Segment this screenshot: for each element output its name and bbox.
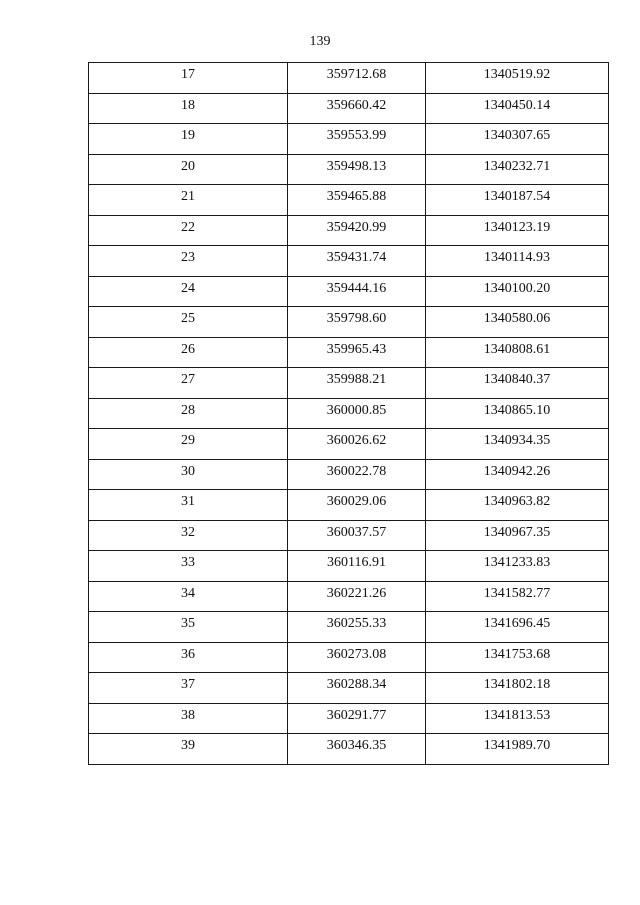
y-coordinate-cell: 1340808.61 — [426, 337, 609, 368]
point-number-cell: 18 — [89, 93, 288, 124]
x-coordinate-cell: 360037.57 — [288, 520, 426, 551]
table-row — [89, 581, 609, 612]
point-number-cell: 24 — [89, 276, 288, 307]
x-coordinate-cell: 359431.74 — [288, 246, 426, 277]
point-number-cell: 19 — [89, 124, 288, 155]
coordinates-table — [88, 62, 609, 765]
x-coordinate-cell: 360291.77 — [288, 703, 426, 734]
y-coordinate-cell: 1341582.77 — [426, 581, 609, 612]
point-number-cell: 22 — [89, 215, 288, 246]
x-coordinate-cell: 359444.16 — [288, 276, 426, 307]
point-number-cell: 34 — [89, 581, 288, 612]
table-row — [89, 703, 609, 734]
y-coordinate-cell: 1340963.82 — [426, 490, 609, 521]
y-coordinate-cell: 1340519.92 — [426, 63, 609, 94]
x-coordinate-cell: 359660.42 — [288, 93, 426, 124]
x-coordinate-cell: 360255.33 — [288, 612, 426, 643]
y-coordinate-cell: 1340114.93 — [426, 246, 609, 277]
point-number-cell: 25 — [89, 307, 288, 338]
x-coordinate-cell: 359988.21 — [288, 368, 426, 399]
y-coordinate-cell: 1341802.18 — [426, 673, 609, 704]
y-coordinate-cell: 1341753.68 — [426, 642, 609, 673]
table-row — [89, 368, 609, 399]
table-row — [89, 276, 609, 307]
point-number-cell: 17 — [89, 63, 288, 94]
point-number-cell: 28 — [89, 398, 288, 429]
x-coordinate-cell: 360116.91 — [288, 551, 426, 582]
table-row — [89, 673, 609, 704]
table-row — [89, 429, 609, 460]
point-number-cell: 32 — [89, 520, 288, 551]
x-coordinate-cell: 360000.85 — [288, 398, 426, 429]
y-coordinate-cell: 1341813.53 — [426, 703, 609, 734]
point-number-cell: 30 — [89, 459, 288, 490]
x-coordinate-cell: 360029.06 — [288, 490, 426, 521]
point-number-cell: 38 — [89, 703, 288, 734]
y-coordinate-cell: 1340123.19 — [426, 215, 609, 246]
x-coordinate-cell: 359465.88 — [288, 185, 426, 216]
y-coordinate-cell: 1340934.35 — [426, 429, 609, 460]
table-row — [89, 63, 609, 94]
y-coordinate-cell: 1340100.20 — [426, 276, 609, 307]
point-number-cell: 27 — [89, 368, 288, 399]
table-row — [89, 154, 609, 185]
point-number-cell: 21 — [89, 185, 288, 216]
table-row — [89, 551, 609, 582]
x-coordinate-cell: 359553.99 — [288, 124, 426, 155]
y-coordinate-cell: 1340840.37 — [426, 368, 609, 399]
table-row — [89, 734, 609, 765]
table-row — [89, 337, 609, 368]
point-number-cell: 33 — [89, 551, 288, 582]
table-row — [89, 307, 609, 338]
table-row — [89, 520, 609, 551]
table-row — [89, 490, 609, 521]
y-coordinate-cell: 1340187.54 — [426, 185, 609, 216]
page-number: 139 — [309, 34, 331, 49]
point-number-cell: 35 — [89, 612, 288, 643]
table-row — [89, 215, 609, 246]
x-coordinate-cell: 360273.08 — [288, 642, 426, 673]
point-number-cell: 29 — [89, 429, 288, 460]
y-coordinate-cell: 1341233.83 — [426, 551, 609, 582]
y-coordinate-cell: 1340580.06 — [426, 307, 609, 338]
x-coordinate-cell: 360346.35 — [288, 734, 426, 765]
point-number-cell: 39 — [89, 734, 288, 765]
y-coordinate-cell: 1340307.65 — [426, 124, 609, 155]
y-coordinate-cell: 1341989.70 — [426, 734, 609, 765]
table-row — [89, 612, 609, 643]
y-coordinate-cell: 1340450.14 — [426, 93, 609, 124]
table-row — [89, 246, 609, 277]
point-number-cell: 20 — [89, 154, 288, 185]
table-row — [89, 459, 609, 490]
y-coordinate-cell: 1341696.45 — [426, 612, 609, 643]
point-number-cell: 31 — [89, 490, 288, 521]
x-coordinate-cell: 360221.26 — [288, 581, 426, 612]
coordinates-table-body — [89, 63, 609, 765]
x-coordinate-cell: 360026.62 — [288, 429, 426, 460]
table-row — [89, 398, 609, 429]
point-number-cell: 37 — [89, 673, 288, 704]
y-coordinate-cell: 1340967.35 — [426, 520, 609, 551]
y-coordinate-cell: 1340942.26 — [426, 459, 609, 490]
x-coordinate-cell: 359712.68 — [288, 63, 426, 94]
table-row — [89, 124, 609, 155]
x-coordinate-cell: 359798.60 — [288, 307, 426, 338]
table-row — [89, 642, 609, 673]
point-number-cell: 26 — [89, 337, 288, 368]
y-coordinate-cell: 1340865.10 — [426, 398, 609, 429]
table-row — [89, 185, 609, 216]
y-coordinate-cell: 1340232.71 — [426, 154, 609, 185]
x-coordinate-cell: 360288.34 — [288, 673, 426, 704]
x-coordinate-cell: 359498.13 — [288, 154, 426, 185]
point-number-cell: 36 — [89, 642, 288, 673]
x-coordinate-cell: 359420.99 — [288, 215, 426, 246]
point-number-cell: 23 — [89, 246, 288, 277]
table-row — [89, 93, 609, 124]
x-coordinate-cell: 360022.78 — [288, 459, 426, 490]
x-coordinate-cell: 359965.43 — [288, 337, 426, 368]
